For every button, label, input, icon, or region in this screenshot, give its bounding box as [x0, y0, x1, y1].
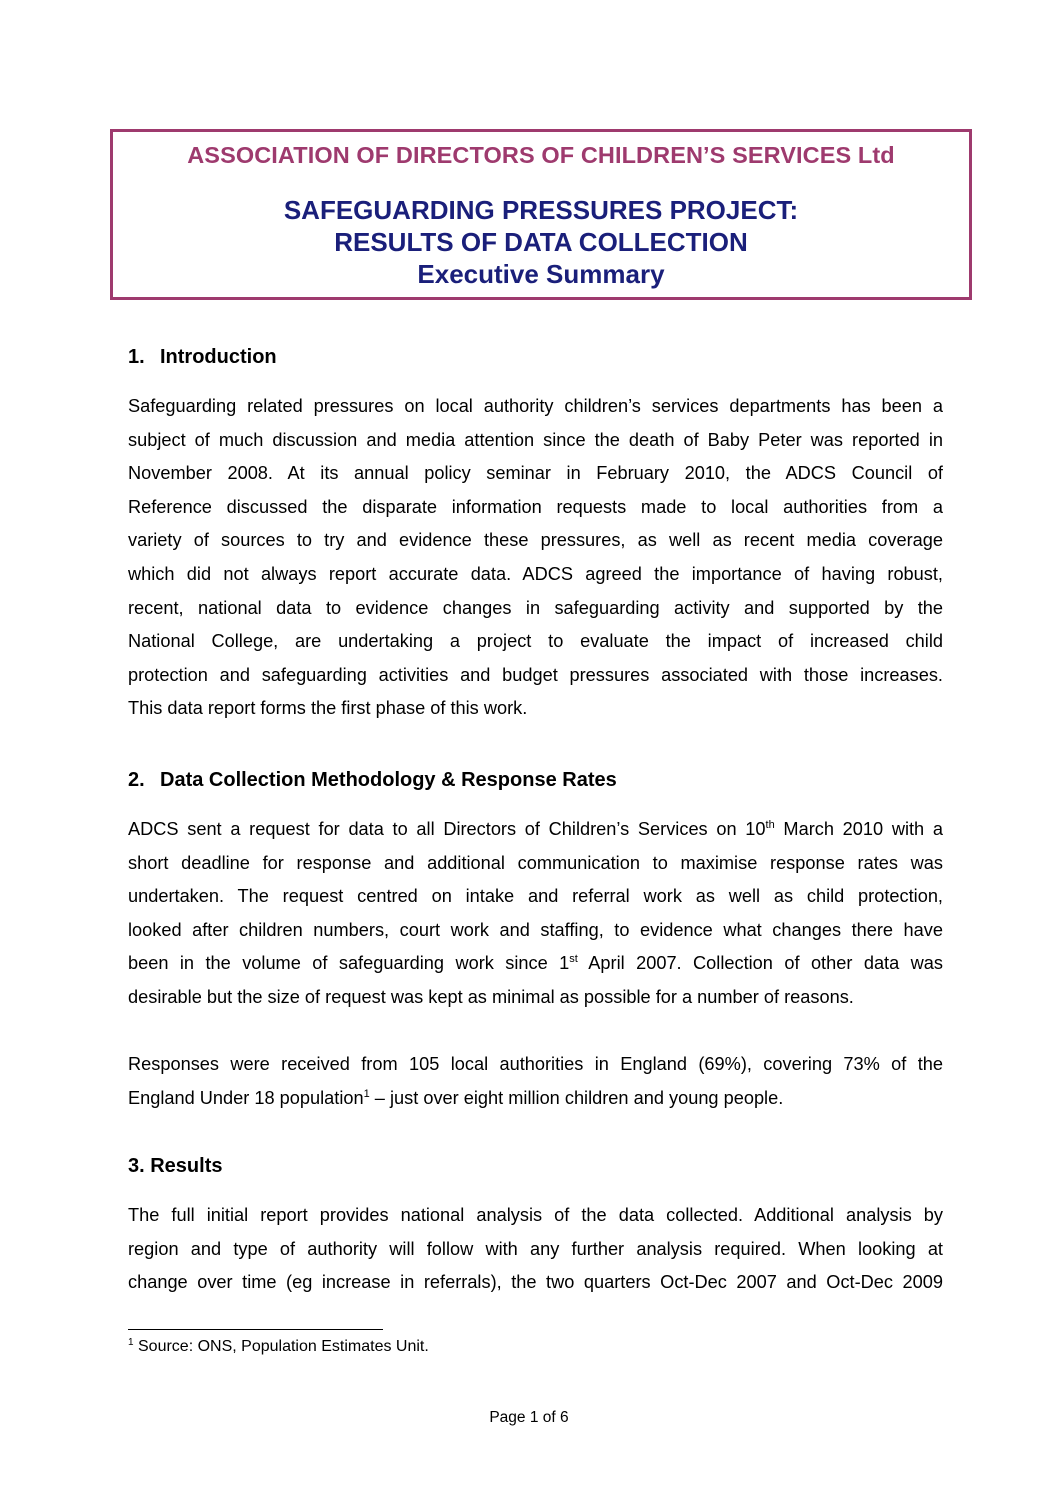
footnote-reference: 1: [363, 1087, 370, 1100]
title-line-1: SAFEGUARDING PRESSURES PROJECT:: [283, 195, 799, 225]
text-line: region and type of authority will follow with any further analysis required. When looking at: [128, 1238, 943, 1259]
text-line: been in the volume of safeguarding work since 1st April 2007. Collection of other data was: [128, 953, 943, 974]
page-number: Page 1 of 6: [489, 1409, 569, 1426]
text-line: National College, are undertaking a project to evaluate the impact of increased child: [128, 631, 943, 652]
methodology-paragraph: [128, 813, 943, 1015]
section-heading-results: 3. Results: [128, 1155, 223, 1177]
section-heading-introduction: [128, 346, 277, 369]
text-line: subject of much discussion and media attention since the death of Baby Peter was reported in: [128, 429, 943, 450]
title-box: [110, 129, 972, 300]
title-line-2: RESULTS OF DATA COLLECTION: [334, 227, 748, 257]
text-line: recent, national data to evidence changes in safeguarding activity and supported by the: [128, 597, 943, 618]
text-line: England Under 18 population$^1$ – just over eight million children and young people.: [128, 1087, 784, 1108]
text-line: which did not always report accurate data. ADCS agreed the importance of having robust,: [128, 563, 943, 584]
section-heading-methodology: [128, 769, 617, 792]
footnote-marker: 1: [128, 1337, 134, 1348]
text-line: undertaken. The request centred on intake and referral work as well as child protection,: [128, 886, 943, 907]
text-line: variety of sources to try and evidence these pressures, as well as recent media coverage: [128, 530, 943, 551]
text-line: Reference discussed the disparate information requests made to local authorities from a: [128, 496, 943, 517]
text-line: looked after children numbers, court work and staffing, to evidence what changes there have: [128, 919, 943, 940]
document-title: [113, 194, 969, 290]
text-line: change over time (eg increase in referrals), the two quarters Oct-Dec 2007 and Oct-Dec 2009: [128, 1272, 943, 1293]
text-line: Safeguarding related pressures on local authority children’s services departments has been a: [128, 396, 943, 416]
text-line: Responses were received from 105 local authorities in England (69%), covering 73% of the: [128, 1054, 943, 1074]
text-line: ADCS sent a request for data to all Directors of Children’s Services on 10th March 2010 with a: [128, 819, 943, 839]
results-paragraph: [128, 1199, 943, 1300]
text-line: This data report forms the first phase of this work.: [128, 698, 528, 719]
section-number: 2.: [128, 769, 145, 791]
footnote-text: Source: ONS, Population Estimates Unit.: [133, 1338, 429, 1355]
section-title: Data Collection Methodology & Response Rates: [160, 769, 617, 791]
title-line-3: Executive Summary: [417, 259, 665, 289]
section-title: Introduction: [160, 346, 277, 368]
organisation-name: ASSOCIATION OF DIRECTORS OF CHILDREN’S SERVICES Ltd: [187, 142, 895, 168]
text-line: November 2008. At its annual policy seminar in February 2010, the ADCS Council of: [128, 463, 943, 484]
introduction-paragraph: [128, 390, 943, 726]
footnote-separator: [128, 1329, 383, 1330]
section-number: 1.: [128, 346, 145, 368]
text-line: protection and safeguarding activities and budget pressures associated with those increases.: [128, 664, 943, 685]
footnote: [128, 1338, 429, 1356]
text-line: desirable but the size of request was kept as minimal as possible for a number of reasons.: [128, 986, 854, 1007]
response-rate-paragraph: [128, 1048, 943, 1115]
text-line: The full initial report provides national analysis of the data collected. Additional analysis by: [128, 1205, 943, 1225]
text-line: short deadline for response and additional communication to maximise response rates was: [128, 852, 943, 873]
